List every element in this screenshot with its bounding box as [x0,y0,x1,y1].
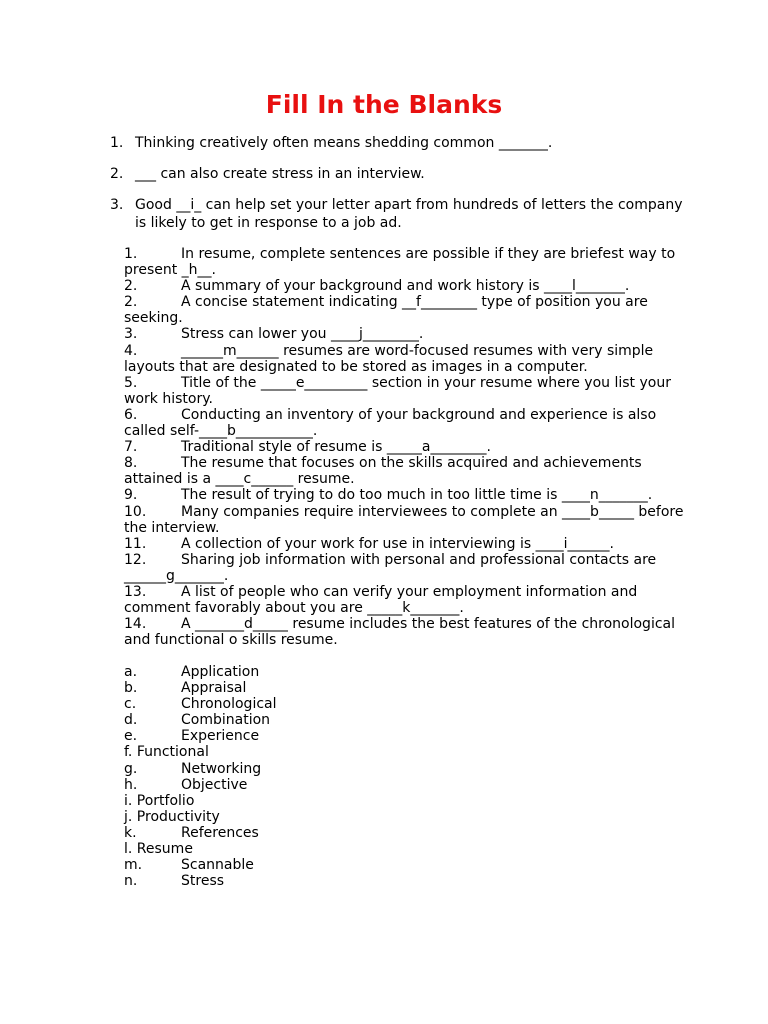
answer-text: Portfolio [136,792,195,809]
page-title: Fill In the Blanks [265,90,503,119]
answer-text: Resume [136,841,193,858]
question-text: In resume, complete sentences are possible if they are briefest way to present _h__. [124,246,676,279]
answer-letter: d. [124,712,138,729]
answer-choice [124,857,424,873]
question-item [124,326,684,342]
question-item [124,407,684,439]
answer-choice [124,873,424,889]
answer-letter: h. [124,776,138,793]
question-number: 6. [124,406,138,423]
answer-choice [124,825,424,841]
question-number: 2. [124,278,138,295]
question-item [124,552,684,584]
question-item [124,455,684,487]
answer-choice [124,761,424,777]
answer-text: Networking [181,760,262,777]
question-number: 1. [124,246,138,262]
intro-question-number: 2. [110,166,124,182]
question-item [124,375,684,407]
question-text: The resume that focuses on the skills acquired and achievements attained is a ____c______ resume. [124,455,642,488]
question-number: 11. [124,535,147,552]
question-number: 14. [124,616,147,633]
answer-letter: c. [124,696,137,713]
question-number: 12. [124,551,147,568]
intro-question-list [110,134,690,245]
answer-choice [124,841,424,857]
answer-choice [124,728,424,744]
answer-text: Stress [181,873,225,890]
question-text: The result of trying to do too much in too little time is ____n_______. [181,487,653,504]
answer-text: Combination [181,712,271,729]
answer-choice [124,793,424,809]
question-item [124,278,684,294]
question-item [124,616,684,648]
question-list [124,246,684,648]
question-item [124,343,684,375]
intro-question-text: ___ can also create stress in an interview. [135,166,425,182]
question-number: 4. [124,342,138,359]
answer-letter: g. [124,760,138,777]
question-item [124,246,684,278]
question-item [124,294,684,326]
question-number: 7. [124,439,138,456]
question-text: Conducting an inventory of your background and experience is also called self-____b___________. [124,406,657,440]
question-text: A concise statement indicating __f________ type of position you are seeking. [124,294,648,327]
question-number: 10. [124,503,147,520]
question-text: A summary of your background and work history is ____l_______. [181,278,630,295]
answer-letter: j. [124,808,137,825]
question-text: A _______d_____ resume includes the best features of the chronological and functional o skills resume. [124,616,675,649]
question-text: ______m______ resumes are word-focused resumes with very simple layouts that are designated to be stored as images in a computer. [124,342,654,375]
answer-text: Scannable [181,857,254,874]
answer-text: References [181,824,259,841]
question-text: Title of the _____e_________ section in your resume where you list your work history. [124,374,671,407]
question-text: Sharing job information with personal and professional contacts are ______g_______. [124,551,657,584]
intro-question [110,165,690,183]
answer-choice [124,696,424,712]
answer-choice [124,777,424,793]
question-number: 9. [124,487,138,504]
question-text: A list of people who can verify your employment information and comment favorably about you are _____k_______. [124,583,638,617]
answer-text: Appraisal [181,680,247,697]
answer-choice [124,680,424,696]
question-number: 2. [124,294,138,311]
question-text: Traditional style of resume is _____a________. [181,439,491,456]
answer-text: Productivity [136,808,220,825]
answer-choice [124,712,424,728]
answer-text: Chronological [181,696,277,713]
answer-text: Experience [181,728,260,745]
question-number: 3. [124,326,138,343]
question-number: 13. [124,583,147,600]
answer-letter: f. [124,744,137,761]
answer-choice [124,744,424,760]
intro-question-number: 1. [110,135,124,151]
intro-question-number: 3. [110,197,124,213]
question-text: Stress can lower you ____j________. [181,326,424,343]
question-text: A collection of your work for use in interviewing is ____i______. [181,535,614,552]
answer-text: Functional [136,744,209,761]
question-item [124,504,684,536]
answer-choice-list [124,664,424,889]
answer-choice [124,664,424,680]
answer-letter: n. [124,873,138,890]
answer-letter: a. [124,664,138,680]
question-item [124,584,684,616]
question-number: 8. [124,455,138,472]
intro-question [110,196,690,232]
answer-letter: i. [124,792,137,809]
question-text: Many companies require interviewees to complete an ____b_____ before the interview. [124,503,684,536]
answer-letter: k. [124,824,137,841]
answer-letter: l. [124,841,137,858]
question-number: 5. [124,374,138,391]
answer-choice [124,809,424,825]
answer-letter: e. [124,728,138,745]
answer-letter: b. [124,680,138,697]
intro-question-text: Thinking creatively often means shedding common _______. [135,135,553,151]
answer-letter: m. [124,857,143,874]
question-item [124,439,684,455]
intro-question-text: Good __i_ can help set your letter apart from hundreds of letters the company is likely to get in response to a job ad. [135,197,683,231]
question-item [124,536,684,552]
question-item [124,487,684,503]
answer-text: Application [181,664,260,680]
answer-text: Objective [181,776,248,793]
intro-question [110,134,690,152]
